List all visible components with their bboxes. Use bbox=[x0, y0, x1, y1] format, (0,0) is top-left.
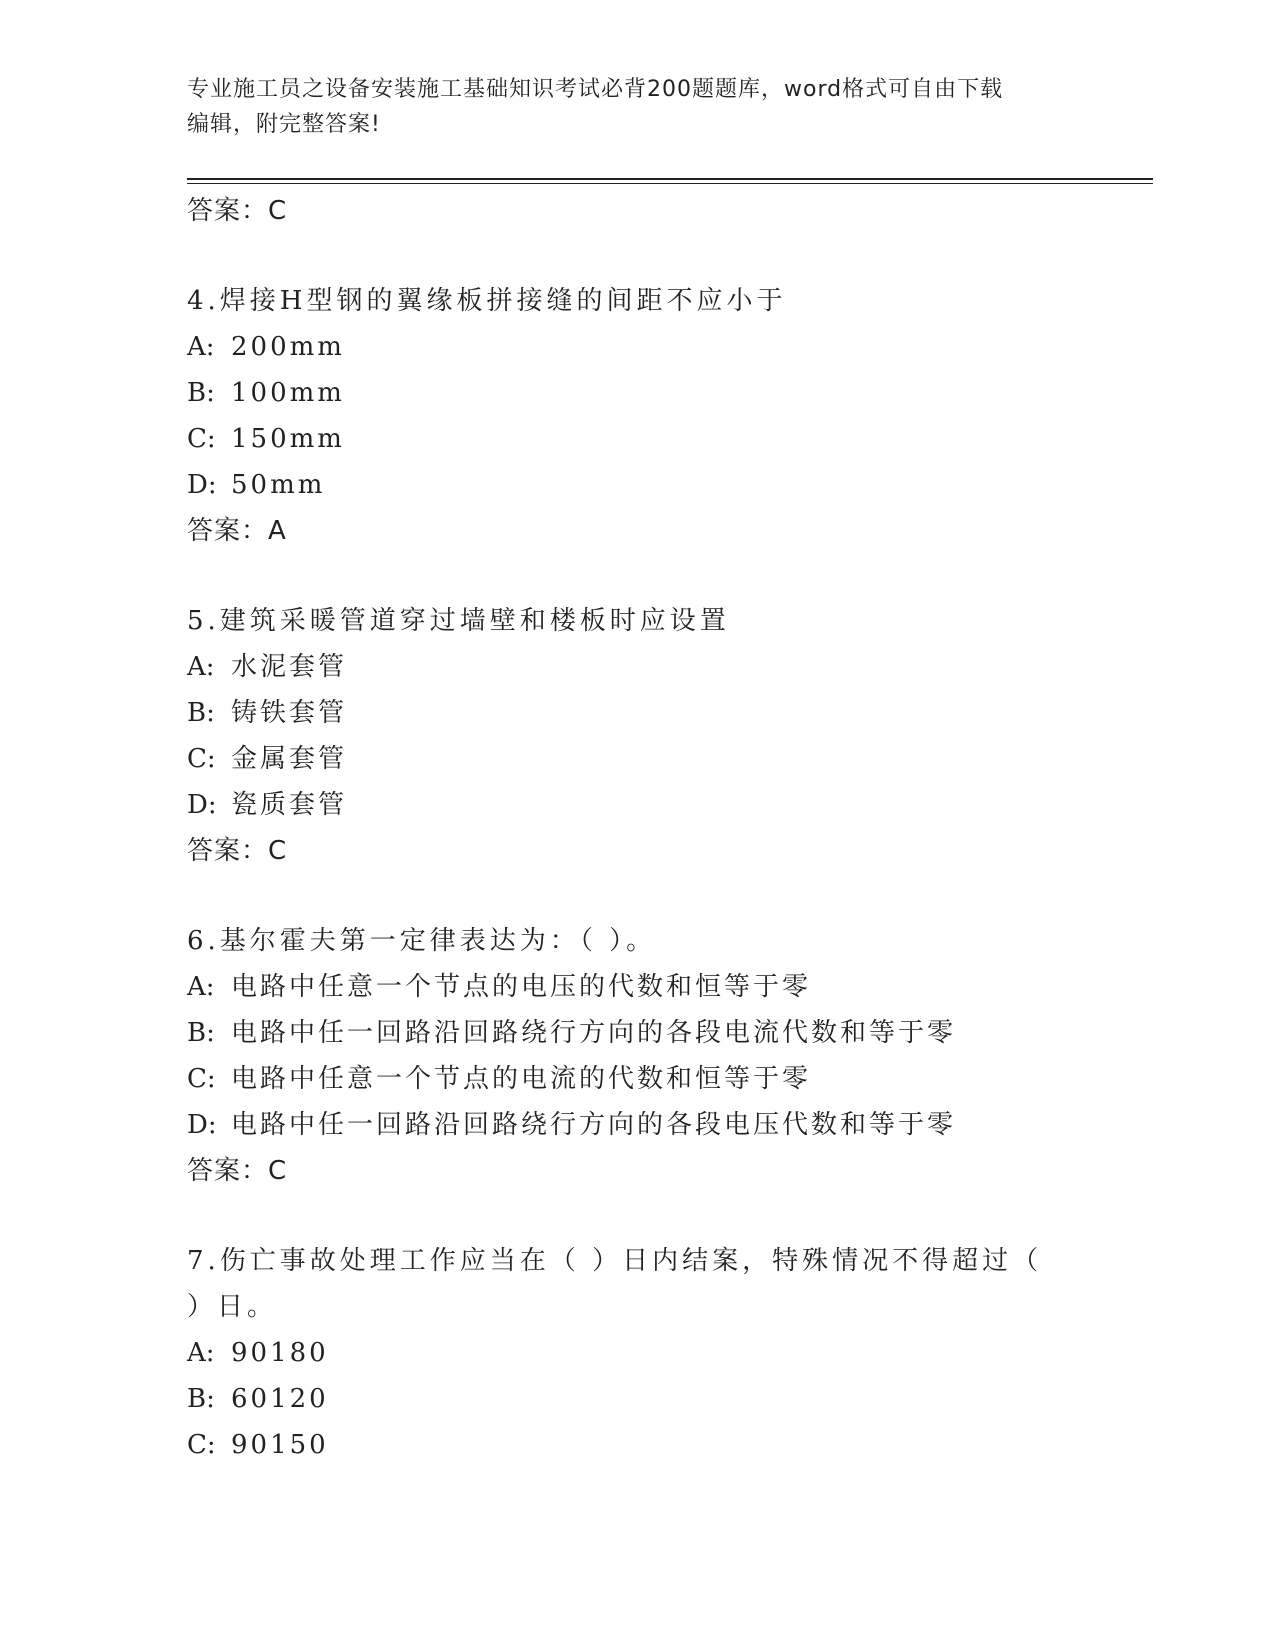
option-letter: D: bbox=[187, 470, 217, 500]
option-text: 铸铁套管 bbox=[231, 698, 348, 728]
answer-value: C bbox=[268, 836, 288, 866]
option-text: 60120 bbox=[231, 1384, 329, 1414]
question-block bbox=[187, 918, 1087, 1194]
option-text: 90180 bbox=[231, 1338, 329, 1368]
question-text: 4.焊接H型钢的翼缘板拼接缝的间距不应小于 bbox=[187, 286, 787, 316]
option-d bbox=[187, 1102, 1087, 1148]
option-b bbox=[187, 690, 1087, 736]
answer-line bbox=[187, 508, 1087, 554]
option-letter: C: bbox=[187, 744, 216, 774]
option-text: 电路中任意一个节点的电流的代数和恒等于零 bbox=[231, 1064, 812, 1094]
question-list bbox=[187, 188, 1087, 1468]
option-a bbox=[187, 324, 1087, 370]
option-letter: A: bbox=[187, 332, 215, 362]
question-text: 5.建筑采暖管道穿过墙壁和楼板时应设置 bbox=[187, 606, 730, 636]
option-c bbox=[187, 1422, 1087, 1468]
option-c bbox=[187, 416, 1087, 462]
option-letter: C: bbox=[187, 1064, 216, 1094]
option-c bbox=[187, 736, 1087, 782]
question-block bbox=[187, 598, 1087, 874]
option-text: 金属套管 bbox=[231, 744, 348, 774]
option-c bbox=[187, 1056, 1087, 1102]
answer-label: 答案： bbox=[187, 836, 269, 866]
option-b bbox=[187, 370, 1087, 416]
answer-label: 答案： bbox=[187, 196, 269, 226]
option-a bbox=[187, 964, 1087, 1010]
answer-line bbox=[187, 188, 1087, 234]
option-letter: D: bbox=[187, 1110, 217, 1140]
option-letter: C: bbox=[187, 424, 216, 454]
option-d bbox=[187, 782, 1087, 828]
question-text: 6.基尔霍夫第一定律表达为：（ ）。 bbox=[187, 926, 657, 956]
option-text: 瓷质套管 bbox=[231, 790, 348, 820]
option-text: 100mm bbox=[231, 378, 345, 408]
header-line-2: 编辑，附完整答案! bbox=[187, 112, 381, 137]
option-b bbox=[187, 1010, 1087, 1056]
option-letter: C: bbox=[187, 1430, 216, 1460]
answer-value: C bbox=[268, 1156, 288, 1186]
header-divider bbox=[187, 178, 1153, 180]
question-text: 7.伤亡事故处理工作应当在（ ）日内结案，特殊情况不得超过（ ）日。 bbox=[187, 1246, 1043, 1322]
option-text: 电路中任一回路沿回路绕行方向的各段电压代数和等于零 bbox=[231, 1110, 957, 1140]
option-letter: B: bbox=[187, 1384, 215, 1414]
option-letter: A: bbox=[187, 972, 215, 1002]
option-a bbox=[187, 644, 1087, 690]
option-text: 水泥套管 bbox=[231, 652, 348, 682]
option-letter: B: bbox=[187, 698, 215, 728]
answer-value: C bbox=[268, 196, 288, 226]
option-a bbox=[187, 1330, 1087, 1376]
question-block bbox=[187, 1238, 1087, 1468]
answer-label: 答案： bbox=[187, 516, 269, 546]
header-divider-thin bbox=[187, 183, 1153, 184]
option-text: 90150 bbox=[231, 1430, 329, 1460]
document-header bbox=[187, 72, 1067, 142]
option-text: 200mm bbox=[231, 332, 345, 362]
option-text: 50mm bbox=[231, 470, 326, 500]
answer-line bbox=[187, 828, 1087, 874]
answer-label: 答案： bbox=[187, 1156, 269, 1186]
answer-value: A bbox=[268, 516, 287, 546]
option-b bbox=[187, 1376, 1087, 1422]
option-d bbox=[187, 462, 1087, 508]
option-letter: A: bbox=[187, 1338, 215, 1368]
option-letter: B: bbox=[187, 378, 215, 408]
option-letter: B: bbox=[187, 1018, 215, 1048]
header-line-1: 专业施工员之设备安装施工基础知识考试必背200题题库，word格式可自由下载 bbox=[187, 77, 1004, 102]
option-letter: D: bbox=[187, 790, 217, 820]
option-text: 电路中任一回路沿回路绕行方向的各段电流代数和等于零 bbox=[231, 1018, 957, 1048]
option-text: 电路中任意一个节点的电压的代数和恒等于零 bbox=[231, 972, 812, 1002]
option-letter: A: bbox=[187, 652, 215, 682]
answer-line bbox=[187, 1148, 1087, 1194]
question-block bbox=[187, 278, 1087, 554]
option-text: 150mm bbox=[231, 424, 345, 454]
